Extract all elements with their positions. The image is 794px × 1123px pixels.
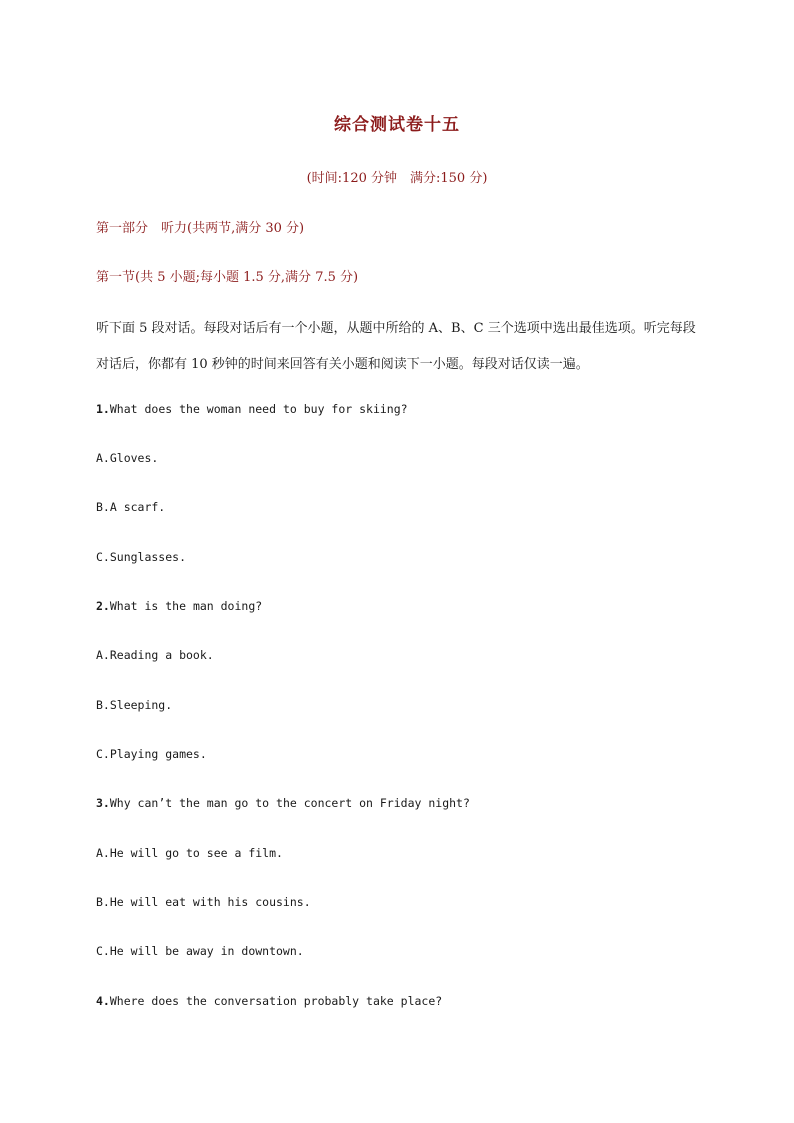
question-4 — [96, 994, 442, 1008]
question-number: 3. — [96, 796, 110, 810]
question-text: Where does the conversation probably take place? — [109, 994, 443, 1008]
listening-instructions: 听下面 5 段对话。每段对话后有一个小题，从题中所给的 A、B、C 三个选项中选出最佳选项。听完每段对话后，你都有 10 秒钟的时间来回答有关小题和阅读下一小题。每段对话仅读一遍。 — [96, 321, 696, 372]
question-text: What does the woman need to buy for skiing? — [109, 402, 408, 416]
question-text: What is the man doing? — [109, 599, 263, 613]
option-3c: C.He will be away in downtown. — [96, 944, 304, 958]
option-1b: B.A scarf. — [96, 500, 166, 514]
option-2b: B.Sleeping. — [96, 698, 173, 712]
part-heading: 第一部分 听力(共两节,满分 30 分) — [96, 221, 305, 236]
option-2a: A.Reading a book. — [96, 648, 214, 662]
exam-time-score: (时间:120 分钟 满分:150 分) — [306, 171, 488, 186]
question-3 — [96, 796, 470, 810]
question-number: 1. — [96, 402, 110, 416]
question-text: Why can’t the man go to the concert on Friday night? — [109, 796, 470, 810]
question-number: 2. — [96, 599, 110, 613]
option-1a: A.Gloves. — [96, 451, 159, 465]
option-2c: C.Playing games. — [96, 747, 207, 761]
question-number: 4. — [96, 994, 110, 1008]
page-title: 综合测试卷十五 — [334, 115, 460, 135]
option-3b: B.He will eat with his cousins. — [96, 895, 311, 909]
section-heading: 第一节(共 5 小题;每小题 1.5 分,满分 7.5 分) — [96, 270, 359, 285]
option-1c: C.Sunglasses. — [96, 550, 187, 564]
question-2 — [96, 599, 262, 613]
question-1 — [96, 402, 408, 416]
option-3a: A.He will go to see a film. — [96, 846, 283, 860]
